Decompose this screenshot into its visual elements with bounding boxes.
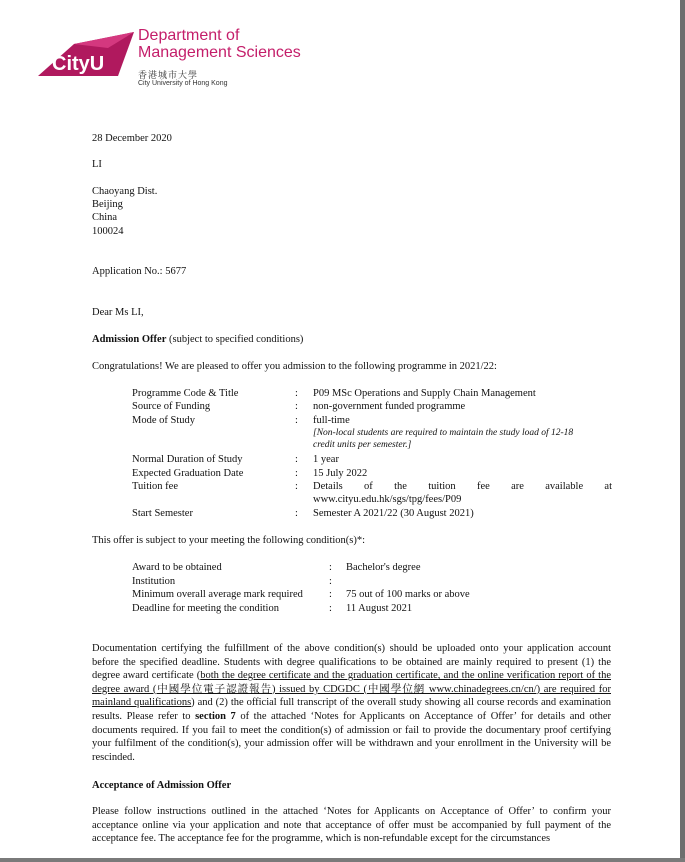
- doc-bold-section: section 7: [195, 710, 236, 722]
- programme-value: P09 MSc Operations and Supply Chain Management: [313, 388, 536, 399]
- mode-note-line-2: credit units per semester.]: [313, 440, 412, 450]
- separator: :: [295, 481, 298, 492]
- programme-value: Details of the tuition fee are available at: [313, 481, 612, 492]
- documentation-paragraph: [92, 642, 611, 764]
- doc-text-2: ) and (2) the official full transcript of the overall study showing all course records and examination results. Please refer to: [92, 697, 611, 722]
- programme-value: Semester A 2021/22 (30 August 2021): [313, 508, 474, 519]
- condition-value: Bachelor's degree: [346, 562, 421, 573]
- programme-label: Tuition fee: [132, 481, 178, 492]
- university-name: City University of Hong Kong: [138, 80, 228, 87]
- separator: :: [295, 468, 298, 479]
- acceptance-paragraph: Please follow instructions outlined in the attached ‘Notes for Applicants on Acceptance of Offer’ to confirm your acceptance online via your application and note that acceptance of offer must be accompanied by full payment of the acceptance fee. The acceptance fee for the programme, which is non-refundable except for the circumstances: [92, 806, 611, 845]
- separator: :: [295, 401, 298, 412]
- programme-label: Expected Graduation Date: [132, 468, 244, 479]
- subject-rest: (subject to specified conditions): [166, 334, 304, 345]
- congratulations-text: Congratulations! We are pleased to offer you admission to the following programme in 2021/22:: [92, 361, 497, 372]
- application-number: Application No.: 5677: [92, 266, 187, 277]
- separator: :: [295, 454, 298, 465]
- programme-value: 15 July 2022: [313, 468, 368, 479]
- address-line: Chaoyang Dist.: [92, 186, 158, 197]
- salutation: Dear Ms LI,: [92, 307, 144, 318]
- tuition-url: www.cityu.edu.hk/sgs/tpg/fees/P09: [313, 494, 462, 505]
- separator: :: [329, 562, 332, 573]
- page-edge-right: [680, 0, 685, 862]
- programme-label: Normal Duration of Study: [132, 454, 243, 465]
- separator: :: [329, 589, 332, 600]
- recipient-name: LI: [92, 159, 102, 170]
- programme-label: Start Semester: [132, 508, 193, 519]
- programme-label: Programme Code & Title: [132, 388, 239, 399]
- programme-label: Mode of Study: [132, 415, 195, 426]
- department-name: [138, 27, 301, 61]
- separator: :: [295, 415, 298, 426]
- programme-value: 1 year: [313, 454, 339, 465]
- logo-text: CityU: [52, 53, 105, 75]
- department-line-1: Department of: [138, 27, 240, 44]
- page-edge-bottom: [0, 858, 685, 862]
- separator: :: [329, 603, 332, 614]
- address-line: 100024: [92, 226, 124, 237]
- programme-label: Source of Funding: [132, 401, 211, 412]
- condition-value: 75 out of 100 marks or above: [346, 589, 470, 600]
- programme-value: full-time: [313, 415, 350, 426]
- condition-label: Deadline for meeting the condition: [132, 603, 279, 614]
- doc-text-1: Documentation certifying the fulfillment of the above condition(s) should be uploaded onto your application account before the specified deadline. Students with degree qualifications to be obtained are mainly required to present (1) the degree award certificate (: [92, 643, 611, 682]
- separator: :: [295, 388, 298, 399]
- acceptance-heading: Acceptance of Admission Offer: [92, 780, 232, 791]
- mode-note-line-1: [Non-local students are required to maintain the study load of 12-18: [313, 428, 574, 438]
- department-line-2: Management Sciences: [138, 44, 301, 61]
- address-line: Beijing: [92, 199, 123, 210]
- chinese-university-name: 香港城市大學: [138, 71, 199, 81]
- condition-value: 11 August 2021: [346, 603, 413, 614]
- doc-underlined: both the degree certificate and the graduation certificate, and the online verification report of the degree award (中國學位電子認證報告) issued by CDGDC (中國學位網 www.chinadegrees.cn/cn/) are required for mainland qualifications: [92, 670, 611, 709]
- cityu-logo: [38, 30, 138, 80]
- address-line: China: [92, 212, 118, 223]
- separator: :: [329, 576, 332, 587]
- separator: :: [295, 508, 298, 519]
- subject-line: [92, 333, 303, 346]
- programme-value: non-government funded programme: [313, 401, 466, 412]
- condition-label: Minimum overall average mark required: [132, 589, 303, 600]
- letter-date: 28 December 2020: [92, 133, 172, 144]
- condition-label: Award to be obtained: [132, 562, 222, 573]
- conditions-intro: This offer is subject to your meeting the following condition(s)*:: [92, 535, 366, 546]
- condition-label: Institution: [132, 576, 176, 587]
- doc-text-3: of the attached ‘Notes for Applicants on Acceptance of Offer’ for details and other documents required. If you fail to meet the condition(s) of admission or fail to provide the documentary proof certifying your fulfilment of the condition(s), your admission offer will be withdrawn and your enrollment in the University will be rescinded.: [92, 710, 611, 763]
- subject-bold: Admission Offer: [92, 334, 167, 345]
